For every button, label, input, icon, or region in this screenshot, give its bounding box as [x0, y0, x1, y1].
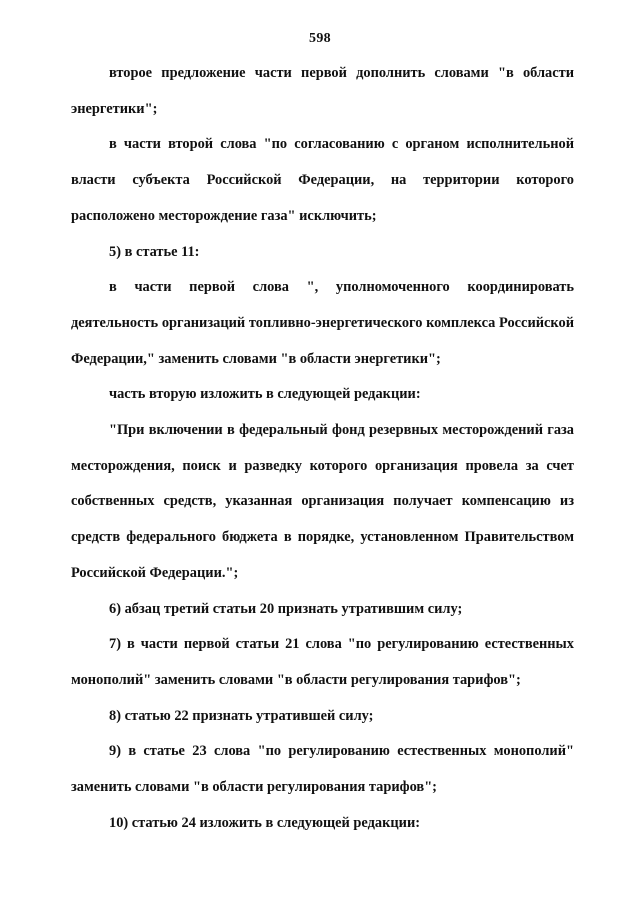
paragraph: часть вторую изложить в следующей редакции: [109, 386, 421, 403]
paragraph: в части второй слова "по согласованию с органом исполнительной власти субъекта Российской Федерации, на территории которого расположено месторождение газа" исключить; [71, 136, 574, 224]
paragraph: 9) в статье 23 слова "по регулированию естественных монополий" заменить словами "в области регулирования тарифов"; [71, 743, 574, 796]
paragraph: "При включении в федеральный фонд резервных месторождений газа месторождения, поиск и разведку которого организация провела за счет собственных средств, указанная организация получает компенсацию из средств федерального бюджета в порядке, установленном Правительством Российской Федерации."; [71, 422, 574, 581]
paragraph: 5) в статье 11: [109, 243, 200, 260]
paragraph: 10) статью 24 изложить в следующей редакции: [109, 814, 421, 831]
page-number: 598 [309, 31, 331, 46]
paragraph: 8) статью 22 признать утратившей силу; [109, 707, 374, 724]
paragraph: 6) абзац третий статьи 20 признать утратившим силу; [109, 600, 463, 617]
paragraph: второе предложение части первой дополнить словами "в области энергетики"; [71, 65, 574, 117]
paragraph: 7) в части первой статьи 21 слова "по регулированию естественных монополий" заменить словами "в области регулирования тарифов"; [71, 636, 574, 688]
paragraph: в части первой слова ", уполномоченного координировать деятельность организаций топливно-энергетического комплекса Российской Федерации," заменить словами "в области энергетики"; [71, 279, 574, 367]
document-body [71, 56, 574, 841]
